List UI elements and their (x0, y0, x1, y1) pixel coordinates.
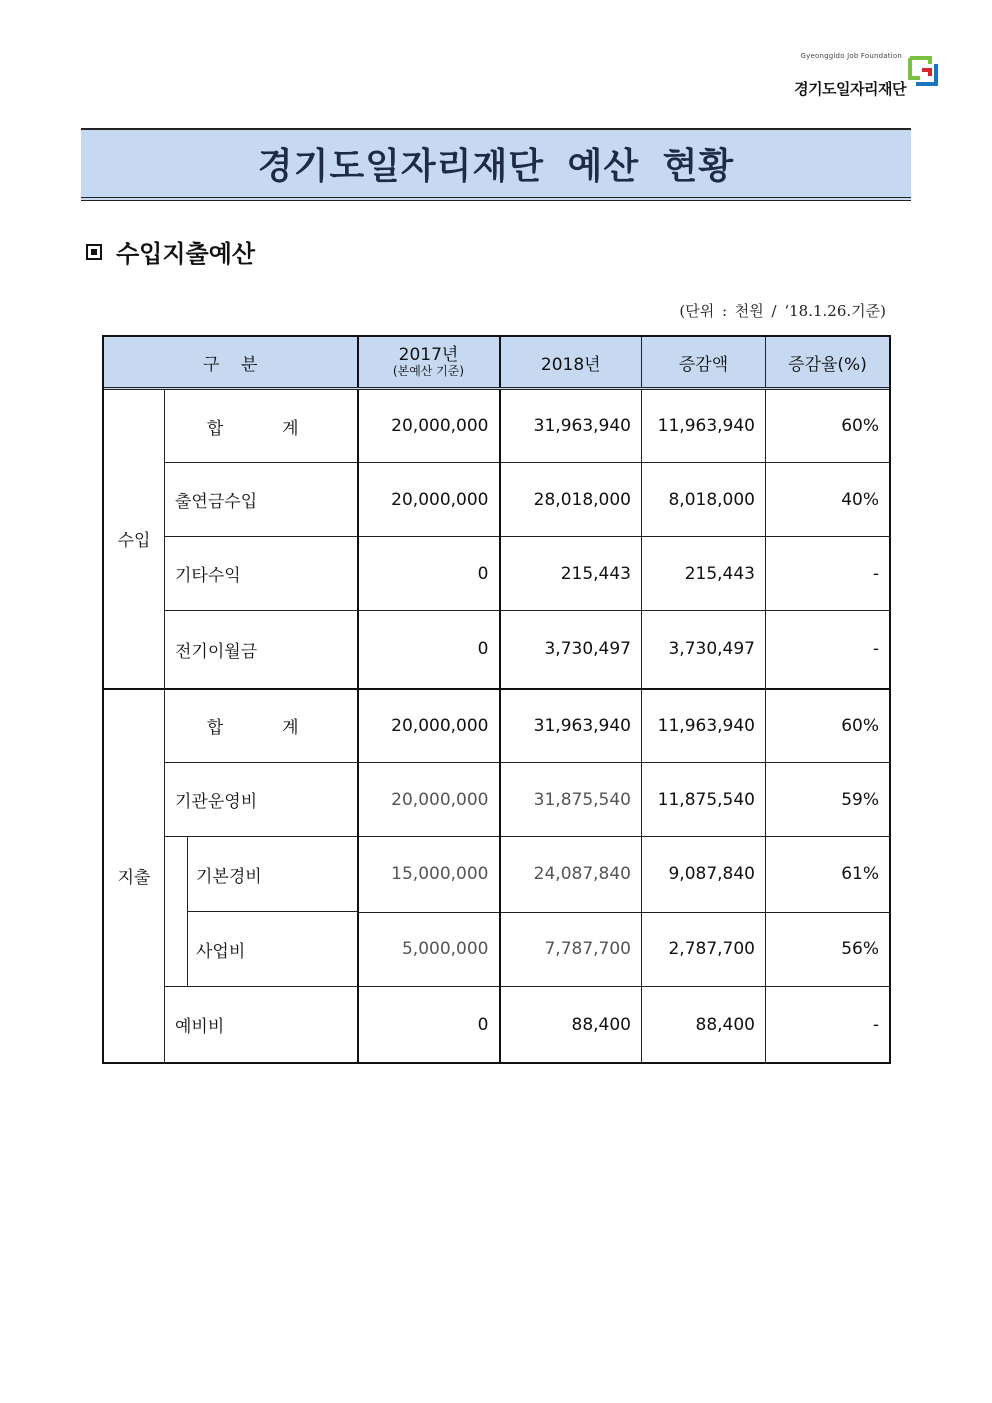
row-item: 합 계 (165, 389, 358, 463)
title-banner (81, 128, 911, 201)
table-row (104, 912, 890, 987)
row-item: 예비비 (165, 987, 358, 1063)
logo-mark-icon (906, 54, 940, 88)
row-item-cell (165, 837, 358, 913)
row-2017: 20,000,000 (358, 463, 500, 537)
row-2018: 31,963,940 (500, 389, 642, 463)
row-rate: 61% (766, 837, 890, 913)
table-row (104, 389, 890, 463)
section-title: 수입지출예산 (116, 240, 256, 268)
income-label: 수입 (104, 389, 165, 689)
foundation-logo (770, 52, 940, 102)
row-diff: 3,730,497 (642, 611, 766, 689)
logo-name: 경기도일자리재단 (794, 80, 906, 98)
table-row (104, 611, 890, 689)
row-diff: 8,018,000 (642, 463, 766, 537)
row-2018: 28,018,000 (500, 463, 642, 537)
row-diff: 2,787,700 (642, 912, 766, 987)
row-rate: 60% (766, 689, 890, 763)
header-2017 (358, 337, 500, 389)
table-row (104, 763, 890, 837)
row-2018: 31,875,540 (500, 763, 642, 837)
row-rate: 40% (766, 463, 890, 537)
row-rate: - (766, 611, 890, 689)
row-item-cell (165, 912, 358, 987)
row-item: 출연금수입 (165, 463, 358, 537)
row-2018: 215,443 (500, 537, 642, 611)
row-diff: 88,400 (642, 987, 766, 1063)
row-2017: 15,000,000 (358, 837, 500, 913)
table-header-row (104, 337, 890, 389)
unit-note: (단위 : 천원 / ‘18.1.26.기준) (679, 302, 886, 320)
header-2017-label: 2017년 (398, 345, 459, 365)
row-item: 사업비 (187, 912, 357, 986)
header-category: 구 분 (104, 337, 358, 389)
row-2017: 0 (358, 987, 500, 1063)
square-bullet-icon (86, 244, 102, 260)
row-2018: 24,087,840 (500, 837, 642, 913)
row-rate: 59% (766, 763, 890, 837)
row-rate: 56% (766, 912, 890, 987)
row-2017: 0 (358, 537, 500, 611)
row-2018: 88,400 (500, 987, 642, 1063)
row-diff: 11,875,540 (642, 763, 766, 837)
row-2017: 5,000,000 (358, 912, 500, 987)
row-2018: 3,730,497 (500, 611, 642, 689)
table-row (104, 537, 890, 611)
row-2017: 20,000,000 (358, 763, 500, 837)
logo-subtitle: Gyeonggido Job Foundation (800, 52, 902, 60)
table-row (104, 689, 890, 763)
table-row (104, 987, 890, 1063)
row-rate: 60% (766, 389, 890, 463)
row-item: 기타수익 (165, 537, 358, 611)
header-rate: 증감율(%) (766, 337, 890, 389)
table-row (104, 837, 890, 913)
row-item: 전기이월금 (165, 611, 358, 689)
section-heading (86, 234, 255, 269)
row-item: 기관운영비 (165, 763, 358, 837)
header-diff: 증감액 (642, 337, 766, 389)
row-item: 기본경비 (187, 837, 357, 912)
header-2017-sub: (본예산 기준) (392, 364, 465, 378)
expense-label: 지출 (104, 689, 165, 1063)
row-2017: 20,000,000 (358, 389, 500, 463)
row-rate: - (766, 537, 890, 611)
page-title: 경기도일자리재단 예산 현황 (257, 146, 735, 187)
row-diff: 215,443 (642, 537, 766, 611)
row-diff: 11,963,940 (642, 689, 766, 763)
table-row (104, 463, 890, 537)
row-diff: 11,963,940 (642, 389, 766, 463)
budget-table (103, 336, 890, 1063)
row-2018: 31,963,940 (500, 689, 642, 763)
row-2018: 7,787,700 (500, 912, 642, 987)
row-diff: 9,087,840 (642, 837, 766, 913)
row-item: 합 계 (165, 689, 358, 763)
row-2017: 20,000,000 (358, 689, 500, 763)
row-2017: 0 (358, 611, 500, 689)
row-rate: - (766, 987, 890, 1063)
header-2018: 2018년 (500, 337, 642, 389)
